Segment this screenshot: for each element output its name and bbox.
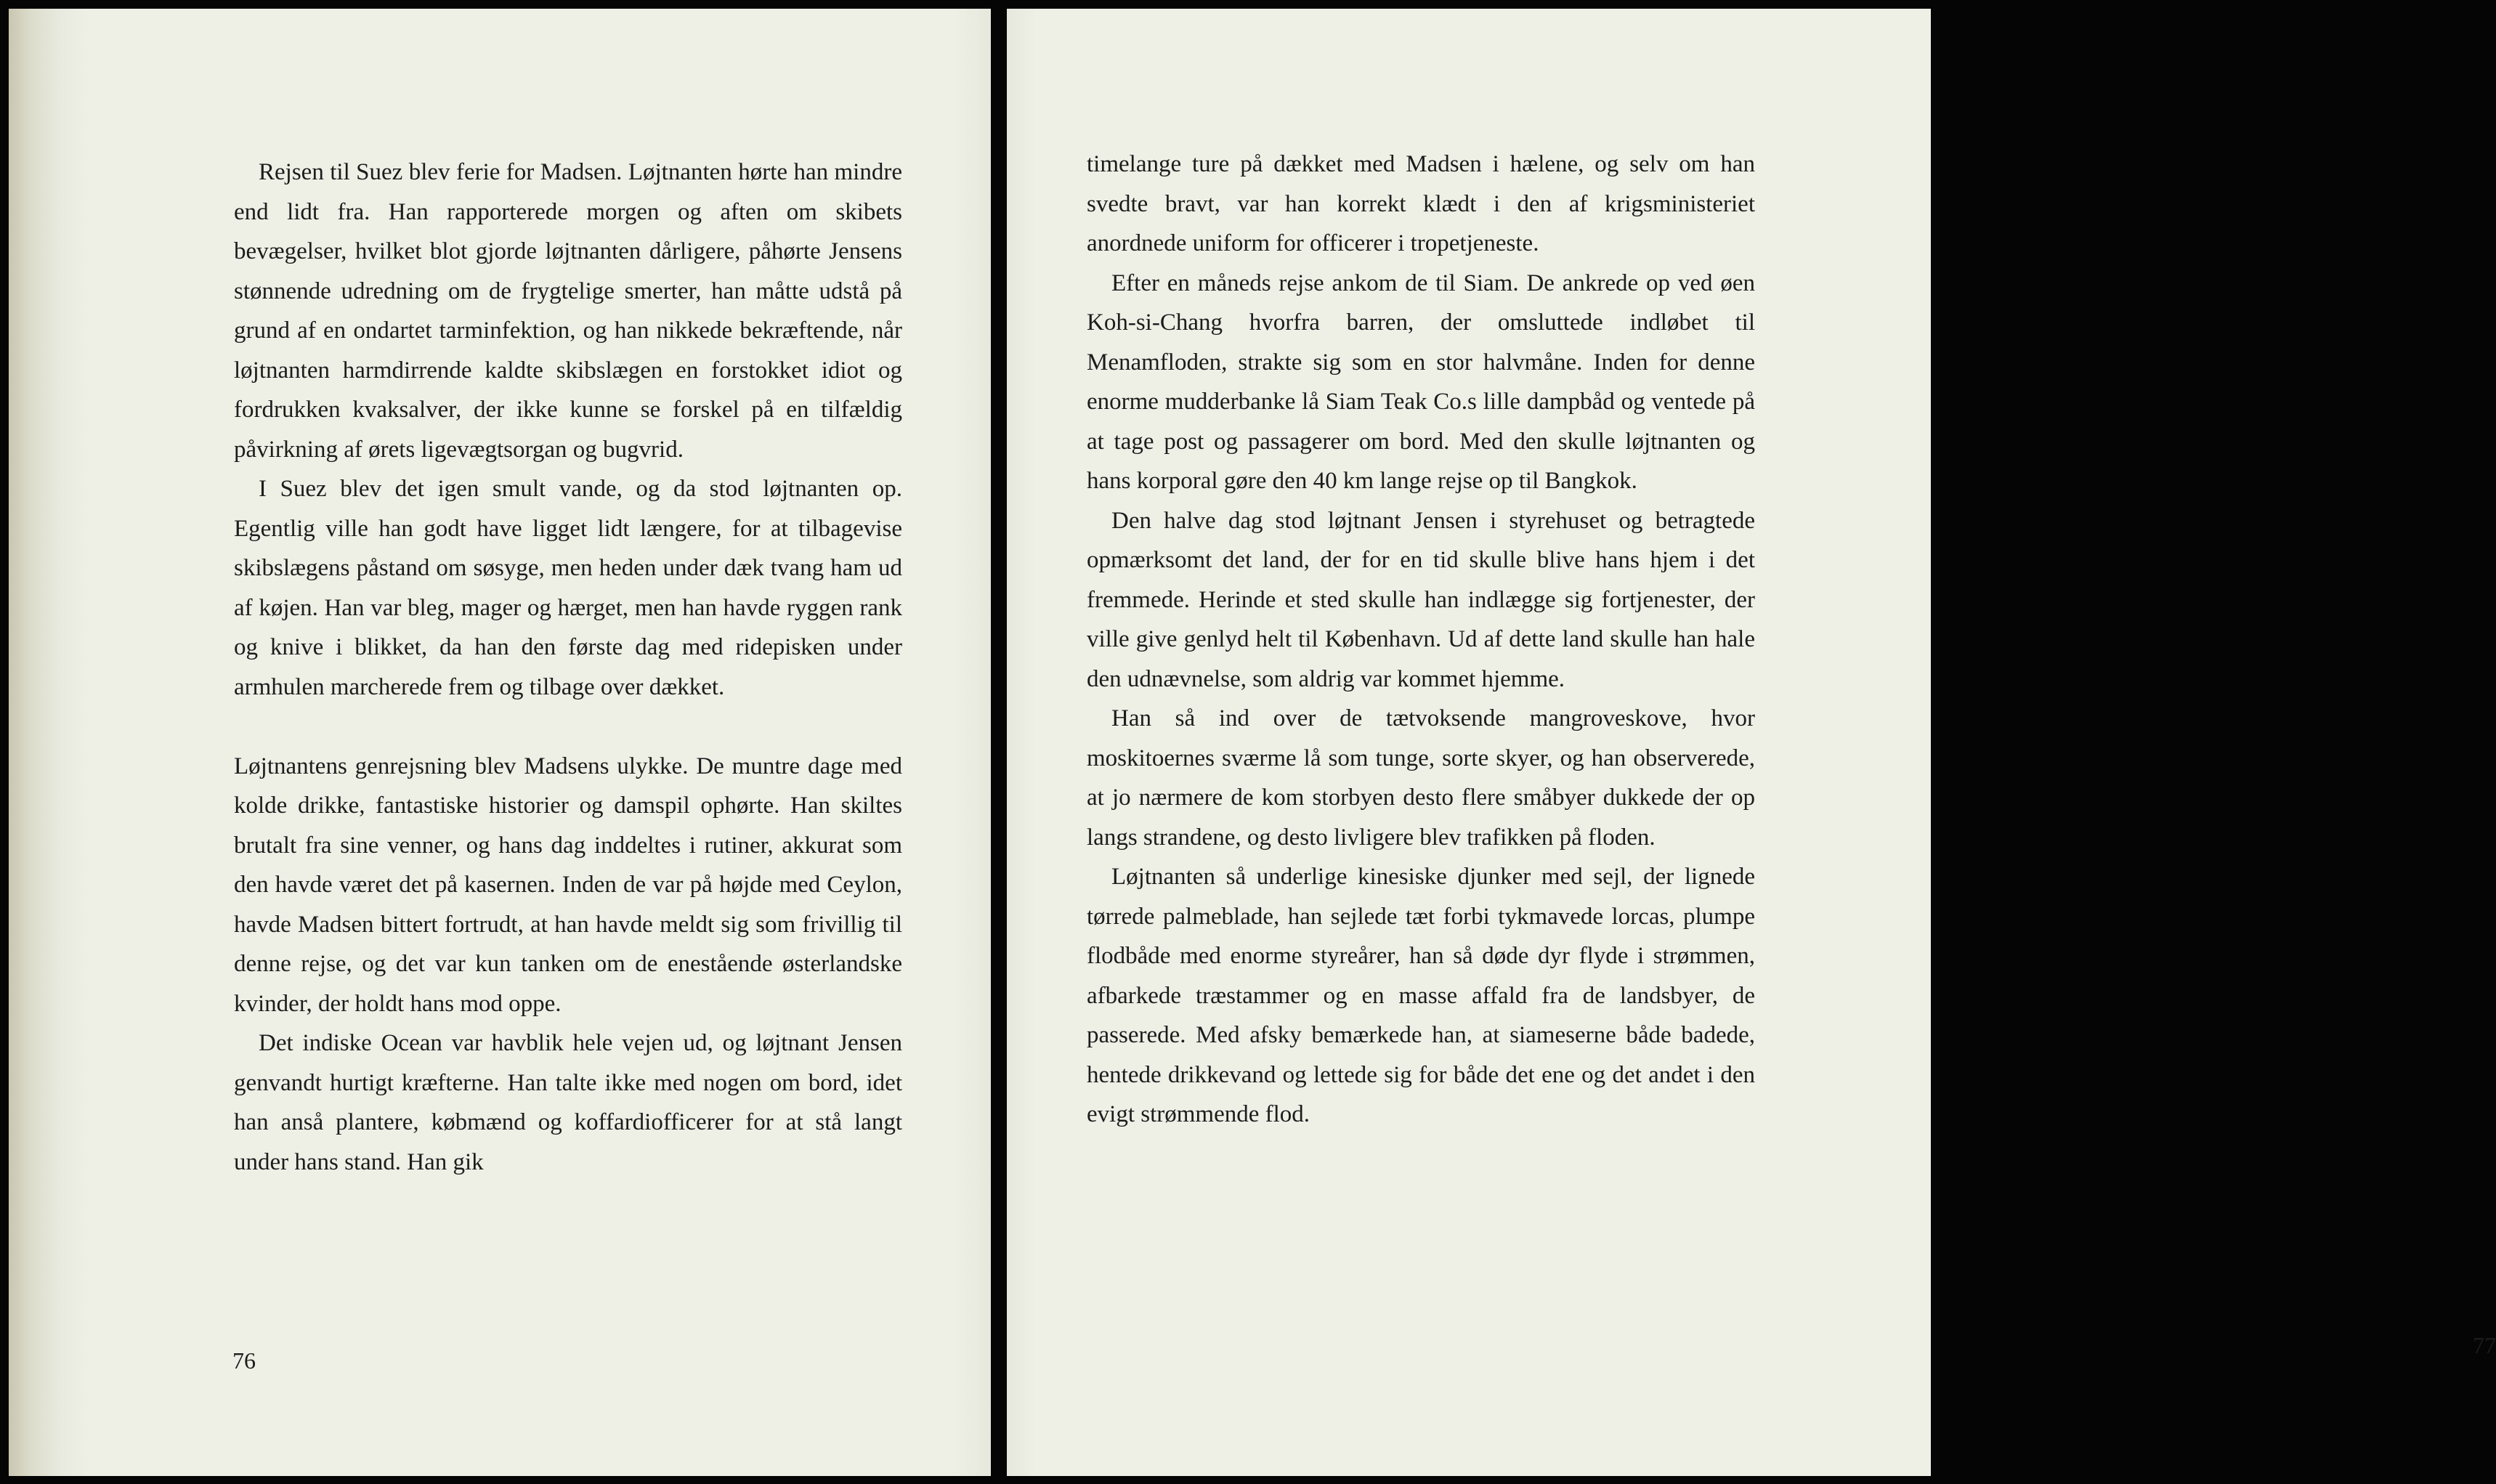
left-page — [9, 9, 991, 1476]
paragraph: Løjtnanten så underlige kinesiske djunker med sejl, der lignede tørrede palmeblade, han sejlede tæt forbi tykmavede lorcas, plumpe flodbåde med enorme styreårer, han så døde dyr flyde i strømmen, afbarkede træstammer og en masse affald fra de landsbyer, de passerede. Med afsky bemærkede han, at siameserne både badede, hentede drikkevand og lettede sig for både det ene og det andet i den evigt strømmende flod. — [1087, 864, 1755, 1127]
paragraph: Efter en måneds rejse ankom de til Siam. De ankrede op ved øen Koh-si-Chang hvorfra barren, der omsluttede indløbet til Menamfloden, strakte sig som en stor halvmåne. Inden for denne enorme mudderbanke lå Siam Teak Co.s lille dampbåd og ventede på at tage post og passagerer om bord. Med den skulle løjtnanten og hans korporal gøre den 40 km lange rejse op til Bangkok. — [1087, 269, 1755, 494]
page-number: 76 — [232, 1347, 256, 1374]
paragraph: Løjtnantens genrejsning blev Madsens ulykke. De muntre dage med kolde drikke, fantastiske historier og damspil ophørte. Han skiltes brutalt fra sine venner, og hans dag inddeltes i rutiner, akkurat som den havde været det på kasernen. Inden de var på højde med Ceylon, havde Madsen bittert fortrudt, at han havde meldt sig som frivillig til denne rejse, og det var kun tanken om de enestående østerlandske kvinder, der holdt hans mod oppe. — [234, 753, 902, 1017]
page-number: 77 — [2473, 1332, 2496, 1358]
right-page-text — [1087, 145, 1755, 1135]
left-page-text — [234, 153, 902, 1182]
paragraph: Han så ind over de tætvoksende mangroveskove, hvor moskitoernes sværme lå som tunge, sorte skyer, og han observerede, at jo nærmere de kom storbyen desto flere småbyer dukkede der op langs strandene, og desto livligere blev trafikken på floden. — [1087, 705, 1755, 851]
right-page — [1007, 9, 2496, 1476]
paragraph: Det indiske Ocean var havblik hele vejen ud, og løjtnant Jensen genvandt hurtigt kræfterne. Han talte ikke med nogen om bord, idet han anså plantere, købmænd og koffardiofficerer for at stå langt under hans stand. Han gik — [234, 1030, 902, 1175]
paragraph: Den halve dag stod løjtnant Jensen i styrehuset og betragtede opmærksomt det land, der for en tid skulle blive hans hjem i det fremmede. Herinde et sted skulle han indlægge sig fortjenester, der ville give genlyd helt til København. Ud af dette land skulle han hale den udnævnelse, som aldrig var kommet hjemme. — [1087, 507, 1755, 692]
section-break — [234, 707, 902, 747]
paragraph: Rejsen til Suez blev ferie for Madsen. Løjtnanten hørte han mindre end lidt fra. Han rapporterede morgen og aften om skibets bevægelser, hvilket blot gjorde løjtnanten dårligere, påhørte Jensens stønnende udredning om de frygtelige smerter, han måtte udstå på grund af en ondartet tarminfektion, og han nikkede bekræftende, når løjtnanten harmdirrende kaldte skibslægen en forstokket idiot og fordrukken kvaksalver, der ikke kunne se forskel på en tilfældig påvirkning af ørets ligevægtsorgan og bugvrid. — [234, 159, 902, 463]
paragraph: I Suez blev det igen smult vande, og da stod løjtnanten op. Egentlig ville han godt have ligget lidt længere, for at tilbagevise skibslægens påstand om søsyge, men heden under dæk tvang ham ud af køjen. Han var bleg, mager og hærget, men han havde ryggen rank og knive i blikket, da han den første dag med ridepisken under armhulen marcherede frem og tilbage over dækket. — [234, 476, 902, 700]
paragraph: timelange ture på dækket med Madsen i hælene, og selv om han svedte bravt, var han korrekt klædt i den af krigsministeriet anordnede uniform for officerer i tropetjeneste. — [1087, 151, 1755, 256]
